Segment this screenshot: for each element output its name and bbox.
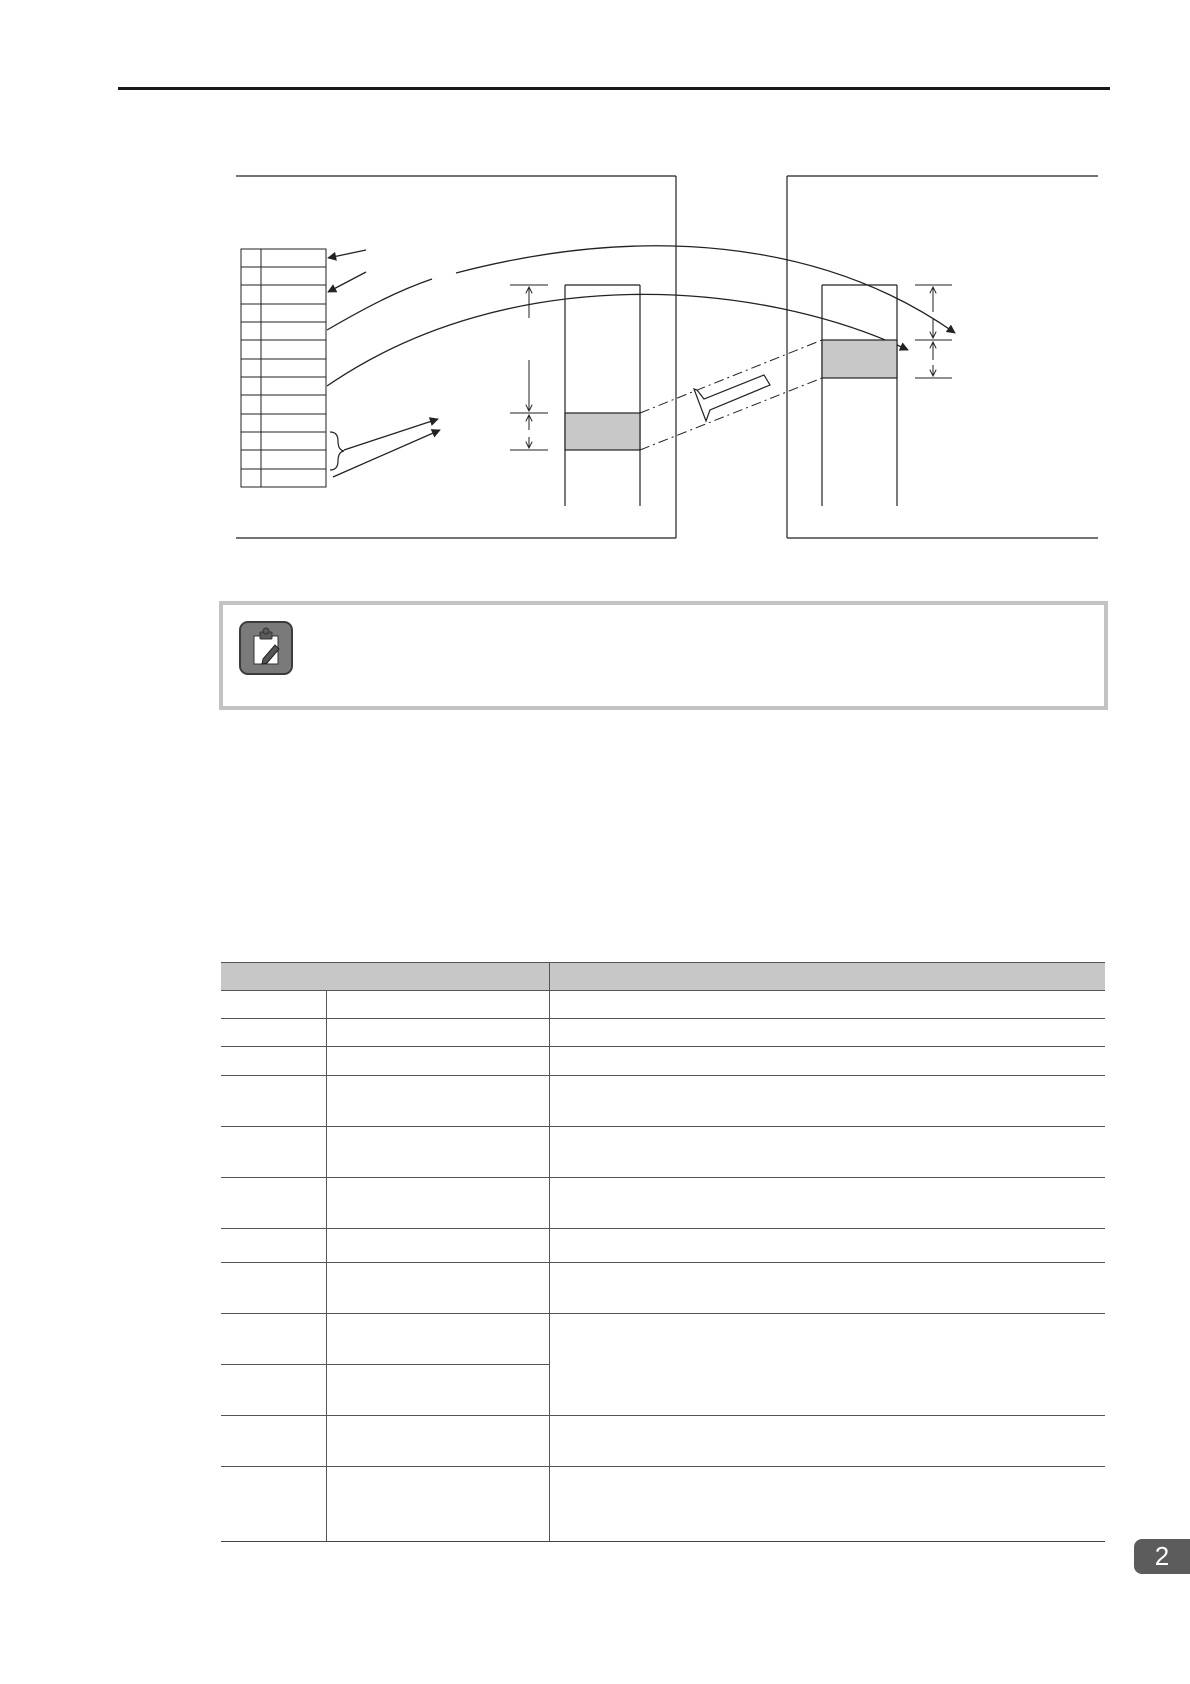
curve-arrow-upper — [327, 279, 432, 330]
row-brace — [330, 432, 344, 470]
clipboard-pencil-icon — [239, 621, 293, 675]
table-row — [221, 1416, 1105, 1467]
register-transfer-diagram — [0, 0, 1190, 560]
destination-memory-column — [822, 285, 897, 506]
table-row — [221, 1467, 1105, 1542]
curve-arrow-upper-end — [456, 246, 955, 333]
table-row — [221, 991, 1105, 1019]
table-row — [221, 1047, 1105, 1076]
table-row — [221, 1019, 1105, 1047]
register-list — [241, 249, 326, 487]
source-memory-column — [565, 285, 640, 506]
source-dimension-marks — [510, 285, 548, 450]
pointer-arrow-row1 — [328, 250, 366, 258]
brace-arrow-lower — [333, 430, 440, 477]
brace-arrow-upper — [344, 419, 438, 450]
table-row — [221, 1229, 1105, 1263]
table-row — [221, 1127, 1105, 1178]
chapter-tab: 2 — [1134, 1539, 1190, 1574]
table-header-cell — [549, 963, 1105, 991]
table-row — [221, 1314, 1105, 1365]
destination-dimension-marks — [915, 285, 952, 378]
table-row — [221, 1178, 1105, 1229]
table-row — [221, 1076, 1105, 1127]
information-note — [219, 601, 1108, 710]
parameter-table — [221, 962, 1105, 1542]
transfer-direction-arrow — [694, 375, 770, 421]
table-header-row — [221, 963, 1105, 991]
table-row — [221, 1263, 1105, 1314]
pointer-arrow-row2 — [328, 272, 366, 292]
table-header-cell — [221, 963, 549, 991]
